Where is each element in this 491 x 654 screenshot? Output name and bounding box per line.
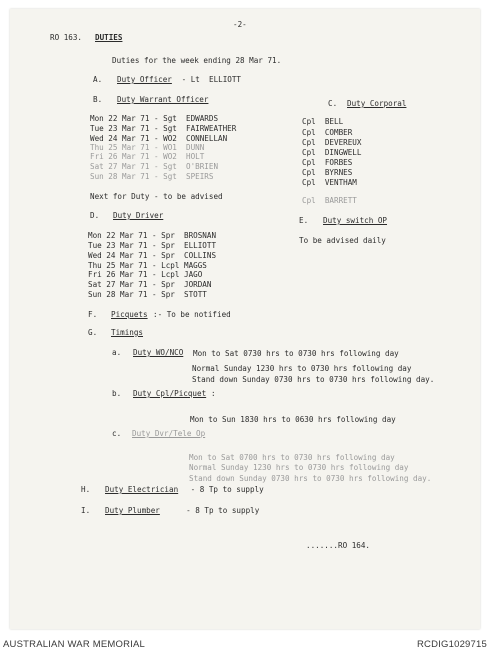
timing-c-label: Duty Dvr/Tele Op <box>132 429 206 438</box>
duty-cpl-row: Cpl FORBES <box>302 158 353 167</box>
section-i-text: - 8 Tp to supply <box>177 506 260 515</box>
timing-line: Mon to Sat 0730 hrs to 0730 hrs following day <box>193 349 399 358</box>
timing-line: Mon to Sun 1830 hrs to 0630 hrs following day <box>190 415 396 424</box>
section-e-text: To be advised daily <box>299 236 386 245</box>
duty-cpl-row: Cpl VENTHAM <box>302 178 357 187</box>
duty-cpl-row: Cpl COMBER <box>302 128 353 137</box>
duty-driver-row: Fri 26 Mar 71 - Lcpl JAGO <box>88 270 203 279</box>
section-e-label: Duty switch OP <box>323 216 388 225</box>
duty-cpl-row: Cpl BARRETT <box>302 196 357 205</box>
section-h-letter: H. <box>81 485 91 494</box>
timing-b-letter: b. <box>112 389 122 398</box>
duty-driver-row: Thu 25 Mar 71 - Lcpl MAGGS <box>88 261 207 270</box>
document-title: DUTIES <box>95 33 123 42</box>
duty-wo-row: Tue 23 Mar 71 - Sgt FAIRWEATHER <box>90 124 237 133</box>
section-e-letter: E. <box>299 216 309 225</box>
timing-a-letter: a. <box>112 348 122 357</box>
duty-cpl-row: Cpl DEVEREUX <box>302 138 362 147</box>
intro-line: Duties for the week ending 28 Mar 71. <box>112 56 282 65</box>
section-f-label: Picquets <box>111 310 148 319</box>
order-reference: RO 163. <box>50 33 83 42</box>
section-f-letter: F. <box>88 310 98 319</box>
duty-wo-row: Mon 22 Mar 71 - Sgt EDWARDS <box>90 114 219 123</box>
next-for-duty: Next for Duty - to be advised <box>90 192 223 201</box>
section-c-letter: C. <box>328 99 338 108</box>
section-i-letter: I. <box>81 506 91 515</box>
duty-wo-row: Wed 24 Mar 71 - WO2 CONNELLAN <box>90 134 228 143</box>
section-a-label: Duty Officer <box>117 75 172 84</box>
duty-wo-row: Fri 26 Mar 71 - WO2 HOLT <box>90 152 205 161</box>
duty-wo-row: Sun 28 Mar 71 - Sgt SPEIRS <box>90 172 214 181</box>
section-d-label: Duty Driver <box>113 211 164 220</box>
duty-driver-row: Sat 27 Mar 71 - Spr JORDAN <box>88 280 212 289</box>
timing-line: Normal Sunday 1230 hrs to 0730 hrs following day <box>189 463 409 472</box>
timing-line: Normal Sunday 1230 hrs to 0730 hrs following day <box>192 364 412 373</box>
duty-wo-row: Sat 27 Mar 71 - Sgt O'BRIEN <box>90 162 219 171</box>
duty-driver-row: Sun 28 Mar 71 - Spr STOTT <box>88 290 207 299</box>
timing-b-label: Duty Cpl/Picquet <box>133 389 207 398</box>
timing-line: Stand down Sunday 0730 hrs to 0730 hrs following day. <box>192 375 435 384</box>
duty-cpl-row: Cpl BYRNES <box>302 168 353 177</box>
page-number: -2- <box>233 20 247 29</box>
section-g-label: Timings <box>111 328 144 337</box>
section-b-letter: B. <box>93 95 103 104</box>
timing-line: Mon to Sat 0700 hrs to 0730 hrs following day <box>189 453 395 462</box>
duty-driver-row: Mon 22 Mar 71 - Spr BROSNAN <box>88 231 217 240</box>
duty-driver-row: Tue 23 Mar 71 - Spr ELLIOTT <box>88 241 217 250</box>
section-d-letter: D. <box>90 211 100 220</box>
timing-line: Stand down Sunday 0730 hrs to 0730 hrs following day. <box>189 474 432 483</box>
section-a-letter: A. <box>93 75 103 84</box>
section-h-label: Duty Electrician <box>105 485 179 494</box>
continuation-note: .......RO 164. <box>306 541 371 550</box>
footer-source: AUSTRALIAN WAR MEMORIAL <box>3 639 146 650</box>
section-c-label: Duty Corporal <box>347 99 407 108</box>
timing-b-suffix: : <box>211 389 216 398</box>
duty-wo-row: Thu 25 Mar 71 - WO1 DUNN <box>90 143 205 152</box>
section-f-text: :- To be notified <box>153 310 231 319</box>
duty-driver-row: Wed 24 Mar 71 - Spr COLLINS <box>88 251 217 260</box>
section-h-text: - 8 Tp to supply <box>186 485 264 494</box>
section-g-letter: G. <box>88 328 98 337</box>
section-b-label: Duty Warrant Officer <box>117 95 209 104</box>
timing-c-letter: c. <box>112 429 122 438</box>
document-page <box>10 9 480 629</box>
section-i-label: Duty Plumber <box>105 506 160 515</box>
duty-cpl-row: Cpl BELL <box>302 117 344 126</box>
duty-cpl-row: Cpl DINGWELL <box>302 148 362 157</box>
archive-footer <box>0 633 491 654</box>
section-a-text: - Lt ELLIOTT <box>177 75 242 84</box>
timing-a-label: Duty WO/NCO <box>133 348 184 357</box>
footer-id: RCDIG1029715 <box>417 639 487 650</box>
